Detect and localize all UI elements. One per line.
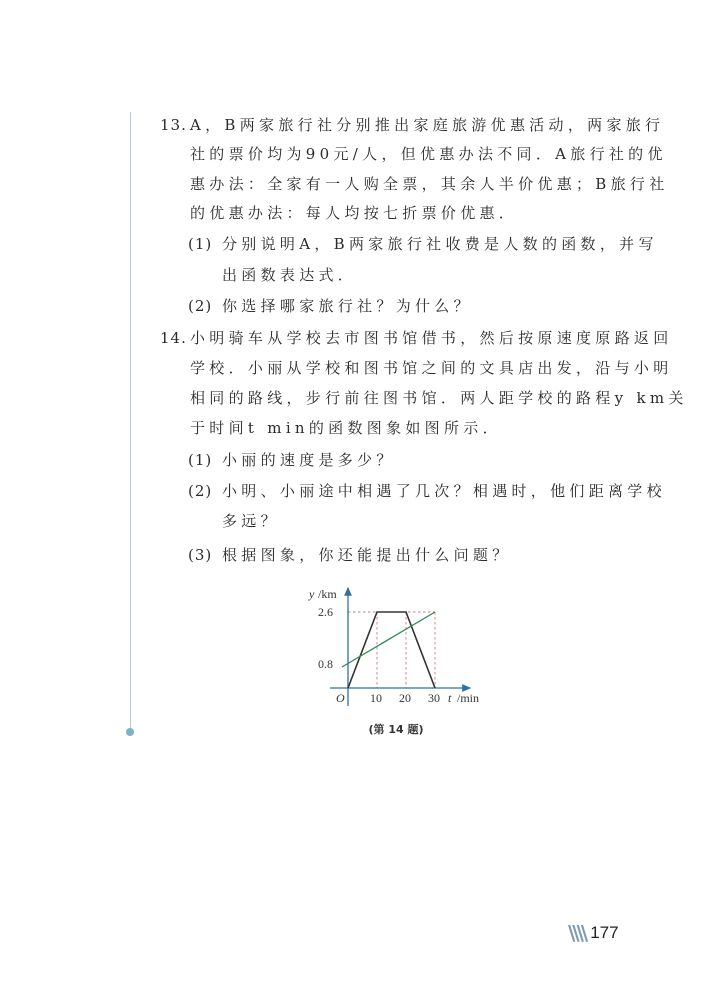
page-number (568, 921, 619, 945)
origin-label: O (336, 691, 345, 705)
question-text-line: 小丽的速度是多少？ (222, 451, 396, 469)
question-text-line: 出函数表达式． (222, 266, 358, 284)
x-axis-label: t (448, 691, 452, 705)
problem-text-line: 于时间t min的函数图象如图所示． (190, 419, 502, 437)
problem-text-line: 相同的路线，步行前往图书馆．两人距学校的路程y km关 (190, 389, 688, 407)
x-tick-20: 20 (399, 691, 411, 705)
xiaoli-line (342, 612, 435, 667)
question-label: (2) (188, 482, 213, 500)
y-tick-2.6: 2.6 (318, 605, 333, 619)
problem-text-line: 社的票价均为90元/人，但优惠办法不同．A旅行社的优 (190, 145, 667, 163)
question-text-line: 你选择哪家旅行社？为什么？ (222, 297, 473, 315)
question-label: (1) (188, 451, 213, 469)
problem-text-line: 小明骑车从学校去市图书馆借书，然后按原速度原路返回 (190, 329, 673, 347)
guide-lines (348, 612, 435, 688)
question-text-line: 多远？ (222, 512, 280, 530)
distance-time-graph (300, 580, 500, 710)
margin-rule-end-dot (126, 728, 134, 736)
y-tick-0.8: 0.8 (318, 657, 333, 671)
y-axis-label: y (309, 587, 315, 601)
question-label: (1) (188, 235, 213, 253)
xiaoming-line (348, 612, 435, 688)
problem-text-line: 惠办法：全家有一人购全票，其余人半价优惠；B旅行社 (190, 175, 669, 193)
problem-number: 14. (160, 329, 187, 347)
figure-caption: (第 14 题) (368, 723, 424, 736)
problem-text-line: 学校．小丽从学校和图书馆之间的文具店出发，沿与小明 (190, 359, 673, 377)
question-text-line: 分别说明A，B两家旅行社收费是人数的函数，并写 (222, 235, 658, 253)
x-tick-30: 30 (428, 691, 440, 705)
page-decoration-icon: \\\\ (568, 921, 586, 945)
question-label: (3) (188, 546, 213, 564)
question-text-line: 小明、小丽途中相遇了几次？相遇时，他们距离学校 (222, 482, 666, 500)
question-text-line: 根据图象，你还能提出什么问题？ (222, 546, 512, 564)
problem-text-line: 的优惠办法：每人均按七折票价优惠． (190, 204, 519, 222)
problem-text-line: A，B两家旅行社分别推出家庭旅游优惠活动，两家旅行 (190, 116, 665, 134)
x-axis-unit: /min (457, 691, 480, 705)
question-label: (2) (188, 297, 213, 315)
x-tick-10: 10 (370, 691, 382, 705)
problem-number: 13. (160, 116, 187, 134)
y-axis-unit: /km (318, 587, 337, 601)
page-number-text: 177 (590, 923, 619, 942)
margin-rule (130, 112, 131, 732)
